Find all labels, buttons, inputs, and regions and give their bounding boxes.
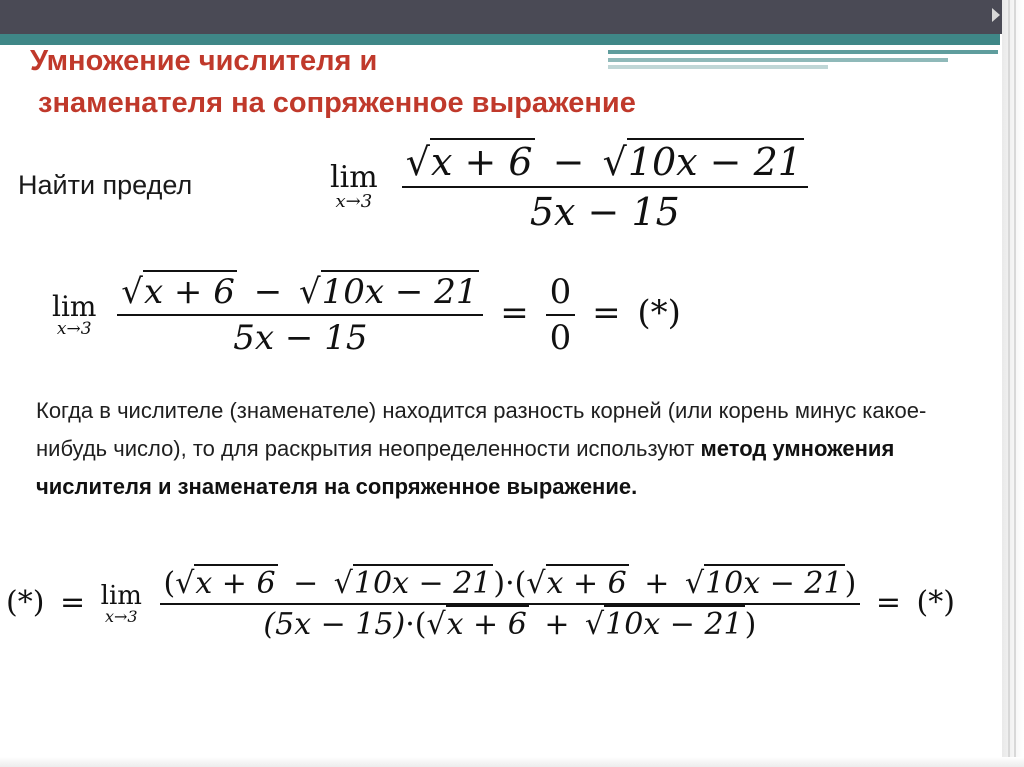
zero-numerator: 0 — [549, 272, 572, 312]
sqrt-icon: √ — [684, 566, 705, 601]
top-dark-bar — [0, 0, 1024, 34]
fraction-bar — [117, 314, 483, 316]
lim-word: lim — [52, 289, 97, 323]
deco-strip-3 — [608, 65, 828, 69]
denominator: 5x − 15 — [233, 318, 368, 358]
fraction-bar — [402, 186, 808, 188]
radicand-a: x + 6 — [430, 140, 533, 184]
edge-line — [1008, 0, 1010, 767]
lim-subscript: x→3 — [56, 318, 92, 339]
minus-sign: − — [552, 140, 585, 184]
bottom-shadow — [0, 757, 1024, 767]
formula-3 — [6, 566, 955, 642]
sqrt-icon: √ — [299, 272, 321, 312]
sqrt-icon: √ — [426, 607, 446, 642]
radicand-a: x + 6 — [195, 566, 276, 601]
denominator — [160, 607, 861, 642]
numerator — [117, 272, 483, 312]
deco-strip-2 — [608, 58, 948, 62]
lim-operator — [101, 583, 142, 625]
page-edge-shadow — [1002, 0, 1024, 767]
radicand-a: x + 6 — [546, 566, 627, 601]
fraction-bar — [546, 314, 576, 316]
paren-open: ( — [414, 607, 427, 642]
radicand-a: x + 6 — [143, 272, 235, 312]
den-factor-1: (5x − 15) — [263, 607, 406, 642]
dot-operator: · — [505, 566, 515, 601]
lim-operator — [330, 160, 378, 212]
paren-close: ) — [844, 566, 857, 601]
paren-open: ( — [163, 566, 176, 601]
plus-sign: + — [644, 566, 670, 601]
numerator — [402, 140, 808, 184]
formula-1 — [330, 140, 808, 234]
deco-strip-1 — [608, 50, 998, 54]
equals-sign: = — [592, 293, 621, 333]
paragraph-bold-text: метод умножения числителя и знаменателя на сопряженное выражение. — [36, 436, 895, 499]
sqrt-icon: √ — [585, 607, 605, 642]
find-limit-label: Найти предел — [18, 170, 193, 200]
lim-word: lim — [100, 581, 142, 611]
explanation-paragraph — [36, 392, 976, 506]
title-line-2: знаменателя на сопряженное выражение — [30, 87, 636, 119]
fraction — [402, 140, 808, 234]
sqrt-icon: √ — [333, 566, 353, 601]
paren-close: ) — [493, 566, 506, 601]
paren-open: ( — [514, 566, 527, 601]
radicand-b: 10x − 21 — [353, 566, 492, 601]
plus-sign: + — [544, 607, 570, 642]
page-fold-icon — [992, 8, 1000, 22]
radicand-a: x + 6 — [446, 607, 527, 642]
radicand-b: 10x − 21 — [627, 140, 802, 184]
paren-close: ) — [744, 607, 757, 642]
denominator: 5x − 15 — [529, 190, 680, 234]
paragraph-text: Когда в числителе (знаменателе) находится разность корней (или корень минус какое-нибудь число), то для раскрытия неопределенности используют — [36, 398, 927, 461]
dot-operator: · — [405, 607, 415, 642]
fraction — [117, 272, 483, 358]
slide-title — [30, 40, 636, 124]
zero-over-zero — [546, 272, 576, 358]
star-marker-left: (*) — [6, 585, 45, 620]
minus-sign: − — [293, 566, 319, 601]
equals-sign: = — [875, 585, 901, 620]
lim-subscript: x→3 — [335, 191, 373, 212]
title-line-1: Умножение числителя и — [30, 45, 378, 77]
radicand-b: 10x − 21 — [705, 566, 843, 601]
star-marker-right: (*) — [916, 585, 955, 620]
sqrt-icon: √ — [602, 140, 627, 184]
numerator — [160, 566, 861, 601]
sqrt-icon: √ — [175, 566, 195, 601]
lim-subscript: x→3 — [105, 607, 138, 626]
sqrt-icon: √ — [526, 566, 546, 601]
zero-denominator: 0 — [549, 318, 572, 358]
equals-sign: = — [500, 293, 529, 333]
sqrt-icon: √ — [405, 140, 430, 184]
radicand-b: 10x − 21 — [605, 607, 743, 642]
radicand-b: 10x − 21 — [321, 272, 478, 312]
lim-operator — [52, 289, 97, 339]
lim-word: lim — [330, 160, 378, 195]
star-marker: (*) — [637, 293, 681, 333]
minus-sign: − — [253, 272, 283, 312]
edge-line — [1014, 0, 1016, 767]
fraction — [160, 566, 861, 642]
equals-sign: = — [59, 585, 86, 620]
sqrt-icon: √ — [121, 272, 143, 312]
formula-2 — [52, 272, 681, 358]
